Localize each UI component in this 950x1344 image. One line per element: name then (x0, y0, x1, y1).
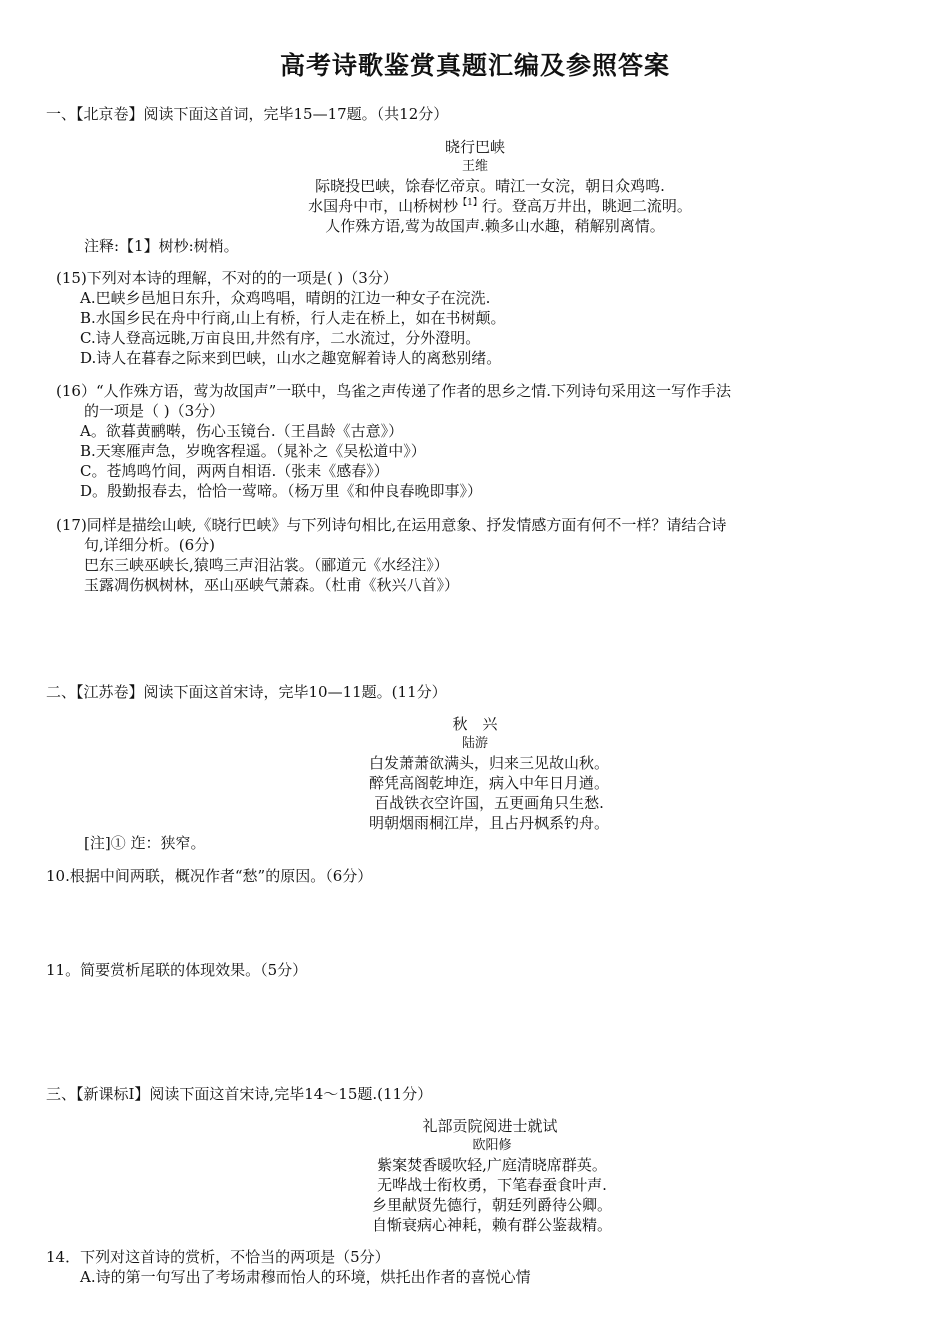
section3-poem-line-2: 无哗战士衔枚勇，下笔春蚕食叶声. (377, 1176, 607, 1194)
q15-option-d: D.诗人在暮春之际来到巴峡，山水之趣宽解着诗人的离愁别绪。 (80, 349, 502, 367)
section3-poem-title: 礼部贡院阅进士就试 (422, 1117, 558, 1135)
section2-note: [注]① 迮：狭窄。 (84, 834, 206, 852)
section2-poem-line-4: 明朝烟雨桐江岸，且占丹枫系钓舟。 (368, 814, 609, 832)
section2-poem-line-2: 醉凭高阁乾坤迮，病入中年日月遒。 (368, 774, 609, 792)
q11-stem: 11。简要赏析尾联的体现效果。（5分） (46, 961, 308, 979)
q16-option-b: B.天寒雁声急，岁晚客程遥。（晁补之《吴松道中》） (80, 442, 426, 460)
q14-stem: 14．下列对这首诗的赏析，不恰当的两项是（5分） (46, 1248, 390, 1266)
section1-note: 注释:【1】树杪:树梢。 (84, 237, 239, 255)
footnote-mark: 【1】 (458, 198, 482, 208)
q15-option-b: B.水国乡民在舟中行商,山上有桥，行人走在桥上，如在书树颠。 (80, 309, 506, 327)
section2-poem-line-1: 白发萧萧欲满头，归来三见故山秋。 (368, 754, 609, 772)
section1-heading: 一、【北京卷】阅读下面这首词，完毕15—17题。（共12分） (46, 105, 449, 123)
q10-stem: 10.根据中间两联，概况作者“愁”的原因。（6分） (46, 867, 373, 885)
q17-stem-line-1: (17)同样是描绘山峡,《晓行巴峡》与下列诗句相比,在运用意象、抒发情感方面有何不一样？请结合诗 (56, 516, 727, 534)
q17-quote-2: 玉露凋伤枫树林，巫山巫峡气萧森。（杜甫《秋兴八首》） (84, 576, 460, 594)
section1-poem-line-1: 际晓投巴峡，馀春忆帝京。晴江一女浣，朝日众鸡鸣. (315, 177, 665, 195)
section2-heading: 二、【江苏卷】阅读下面这首宋诗，完毕10—11题。(11分） (46, 683, 447, 701)
section1-poem-line-3: 人作殊方语,莺为故国声.赖多山水趣，稍解别离情。 (325, 217, 665, 235)
section2-author: 陆游 (461, 736, 488, 751)
section3-poem-line-4: 自惭衰病心神耗，赖有群公鉴裁精。 (371, 1216, 612, 1234)
q16-stem-line-2: 的一项是（ )（3分） (84, 402, 225, 420)
section3-poem-line-3: 乡里献贤先德行，朝廷列爵待公卿。 (371, 1196, 612, 1214)
q15-option-a: A.巴峡乡邑旭日东升，众鸡鸣唱，晴朗的江边一种女子在浣洗. (80, 289, 491, 307)
q16-option-d: D。殷勤报春去，恰恰一莺啼。（杨万里《和仲良春晚即事》） (80, 482, 483, 500)
section3-author: 欧阳修 (472, 1138, 512, 1153)
q15-option-c: C.诗人登高远眺,万亩良田,井然有序，二水流过，分外澄明。 (80, 329, 481, 347)
q16-stem-line-1: (16）“人作殊方语，莺为故国声”一联中，鸟雀之声传递了作者的思乡之情.下列诗句采用这一写作手法 (56, 382, 732, 400)
section2-poem-title: 秋 兴 (452, 715, 498, 733)
q17-stem-line-2: 句,详细分析。(6分) (84, 536, 216, 554)
q16-option-a: A。欲暮黄鹂啭，伤心玉镜台.（王昌龄《古意》） (80, 422, 404, 440)
section3-heading: 三、【新课标Ⅰ】阅读下面这首宋诗,完毕14～15题.(11分） (46, 1085, 433, 1103)
q17-quote-1: 巴东三峡巫峡长,猿鸣三声泪沾裳。（郦道元《水经注》） (84, 556, 449, 574)
document-title: 高考诗歌鉴赏真题汇编及参照答案 (279, 51, 670, 80)
section1-poem-title: 晓行巴峡 (444, 138, 505, 156)
section1-poem-line-2: 水国舟中市，山桥树杪$^{【1】}$行。登高万井出，眺迥二流明。 (308, 197, 692, 215)
q14-option-a: A.诗的第一句写出了考场肃穆而怡人的环境，烘托出作者的喜悦心情 (80, 1268, 531, 1286)
section1-author: 王维 (461, 159, 488, 174)
section3-poem-line-1: 紫案焚香暖吹轻,广庭清晓席群英。 (377, 1156, 607, 1174)
q16-option-c: C。苍鸠鸣竹间，两两自相语.（张耒《感春》） (80, 462, 389, 480)
section2-poem-line-3: 百战铁衣空许国，五更画角只生愁. (374, 794, 604, 812)
q15-stem: (15)下列对本诗的理解，不对的的一项是( )（3分） (56, 269, 398, 287)
